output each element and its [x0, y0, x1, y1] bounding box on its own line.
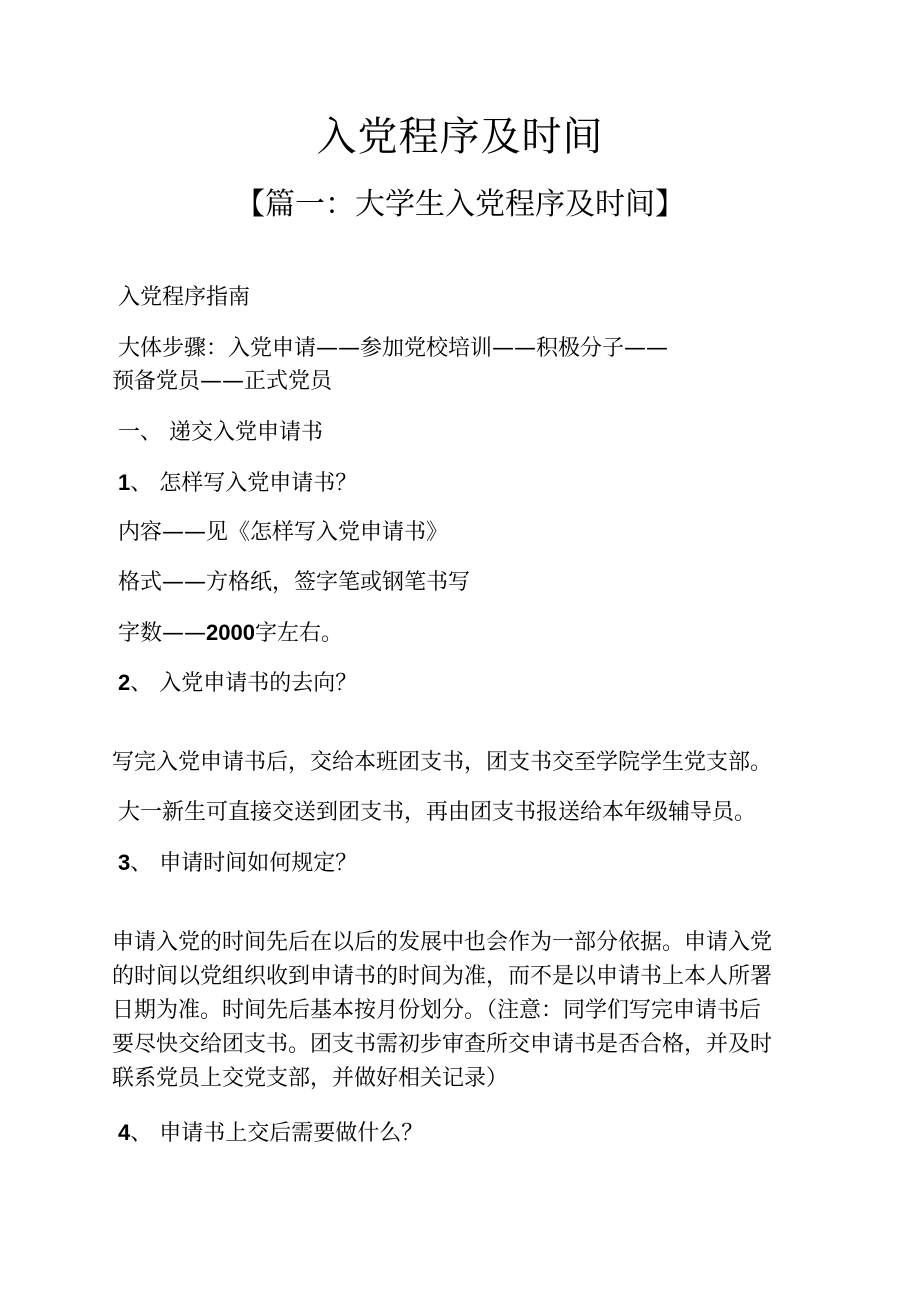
question-4-number: 4 — [118, 1120, 131, 1145]
answer-3-line: 要尽快交给团支书。团支书需初步审查所交申请书是否合格，并及时 — [112, 1032, 773, 1057]
question-4 — [118, 1118, 423, 1149]
steps-line-1: 大体步骤：入党申请——参加党校培训——积极分子—— — [118, 336, 669, 361]
wordcount-line — [118, 618, 343, 649]
page-subtitle: 【篇一：大学生入党程序及时间】 — [235, 187, 685, 222]
question-2-text: 、 入党申请书的去向？ — [130, 671, 358, 696]
wordcount-suffix: 字左右。 — [254, 621, 343, 646]
question-3-number: 3 — [118, 850, 131, 875]
question-2 — [118, 668, 357, 699]
question-1 — [118, 468, 357, 499]
wordcount-prefix: 字数—— — [118, 621, 207, 646]
content-line: 内容——见《怎样写入党申请书》 — [118, 520, 449, 545]
wordcount-number: 2000 — [206, 620, 255, 645]
answer-3-line: 的时间以党组织收到申请书的时间为准，而不是以申请书上本人所署 — [112, 964, 773, 989]
question-1-text: 、 怎样写入党申请书？ — [130, 471, 358, 496]
question-1-number: 1 — [118, 470, 131, 495]
page-title: 入党程序及时间 — [316, 114, 604, 160]
answer-2-line-1: 写完入党申请书后，交给本班团支书，团支书交至学院学生党支部。 — [112, 750, 773, 775]
answer-3-line: 申请入党的时间先后在以后的发展中也会作为一部分依据。申请入党 — [112, 930, 773, 955]
question-2-number: 2 — [118, 670, 131, 695]
guide-heading: 入党程序指南 — [118, 285, 251, 310]
section-heading-1: 一、 递交入党申请书 — [118, 420, 323, 445]
format-line: 格式——方格纸，签字笔或钢笔书写 — [118, 570, 471, 595]
question-3 — [118, 848, 357, 879]
steps-line-2: 预备党员——正式党员 — [112, 369, 333, 394]
answer-3-line: 日期为准。时间先后基本按月份划分。（注意：同学们写完申请书后 — [112, 998, 762, 1023]
question-3-text: 、 申请时间如何规定？ — [130, 851, 358, 876]
question-4-text: 、 申请书上交后需要做什么？ — [130, 1121, 424, 1146]
answer-2-line-2: 大一新生可直接交送到团支书，再由团支书报送给本年级辅导员。 — [118, 800, 757, 825]
answer-3-line: 联系党员上交党支部，并做好相关记录） — [112, 1066, 509, 1091]
answer-3-paragraph — [112, 926, 812, 1096]
